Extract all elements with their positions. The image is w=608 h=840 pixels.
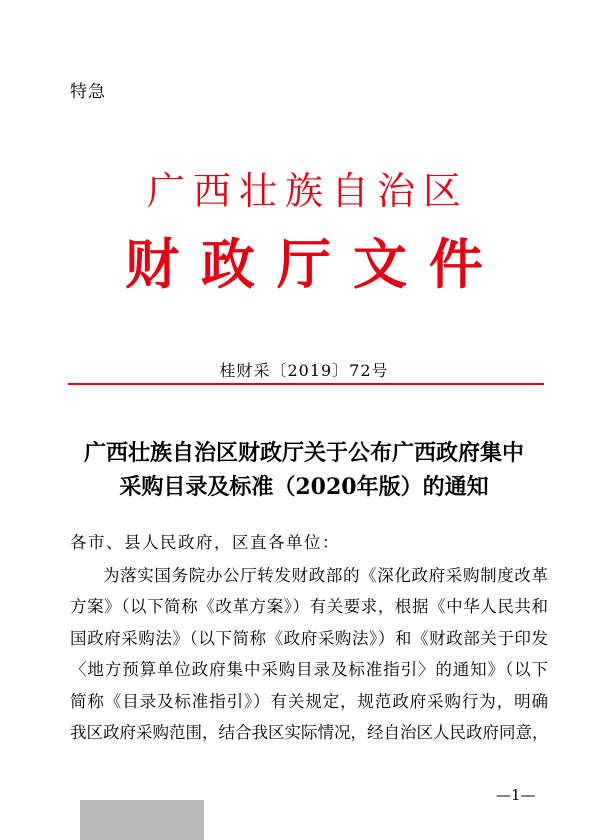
red-separator-line [68,383,544,385]
document-title [40,436,568,504]
body-line: 国政府采购法》（以下简称《政府采购法》）和《财政部关于印发 [70,628,548,648]
body-line: 为落实国务院办公厅转发财政部的《深化政府采购制度改革 [103,566,548,585]
body-line: 简称《目录及标准指引》）有关规定，规范政府采购行为，明确 [70,691,548,711]
page-number: —1— [496,786,536,804]
issuer-name: 广西壮族自治区 [146,169,469,213]
document-number: 桂财采〔2019〕72号 [219,361,389,380]
body-line: 方案》（以下简称《改革方案》）有关要求，根据《中华人民共和 [70,597,548,617]
document-title-line: 采购目录及标准（2020年版）的通知 [119,474,489,500]
scan-gray-block [80,800,204,840]
urgency-label: 特急 [70,82,106,102]
document-title-line: 广西壮族自治区财政厅关于公布广西政府集中 [83,440,524,466]
body-line: 〈地方预算单位政府集中采购目录及标准指引〉的通知》（以下 [70,660,548,680]
document-type-heading: 财政厅文件 [125,232,505,296]
body-paragraph [70,560,548,748]
body-line: 我区政府采购范围，结合我区实际情况，经自治区人民政府同意， [70,722,549,742]
addressee: 各市、县人民政府，区直各单位： [70,533,340,552]
